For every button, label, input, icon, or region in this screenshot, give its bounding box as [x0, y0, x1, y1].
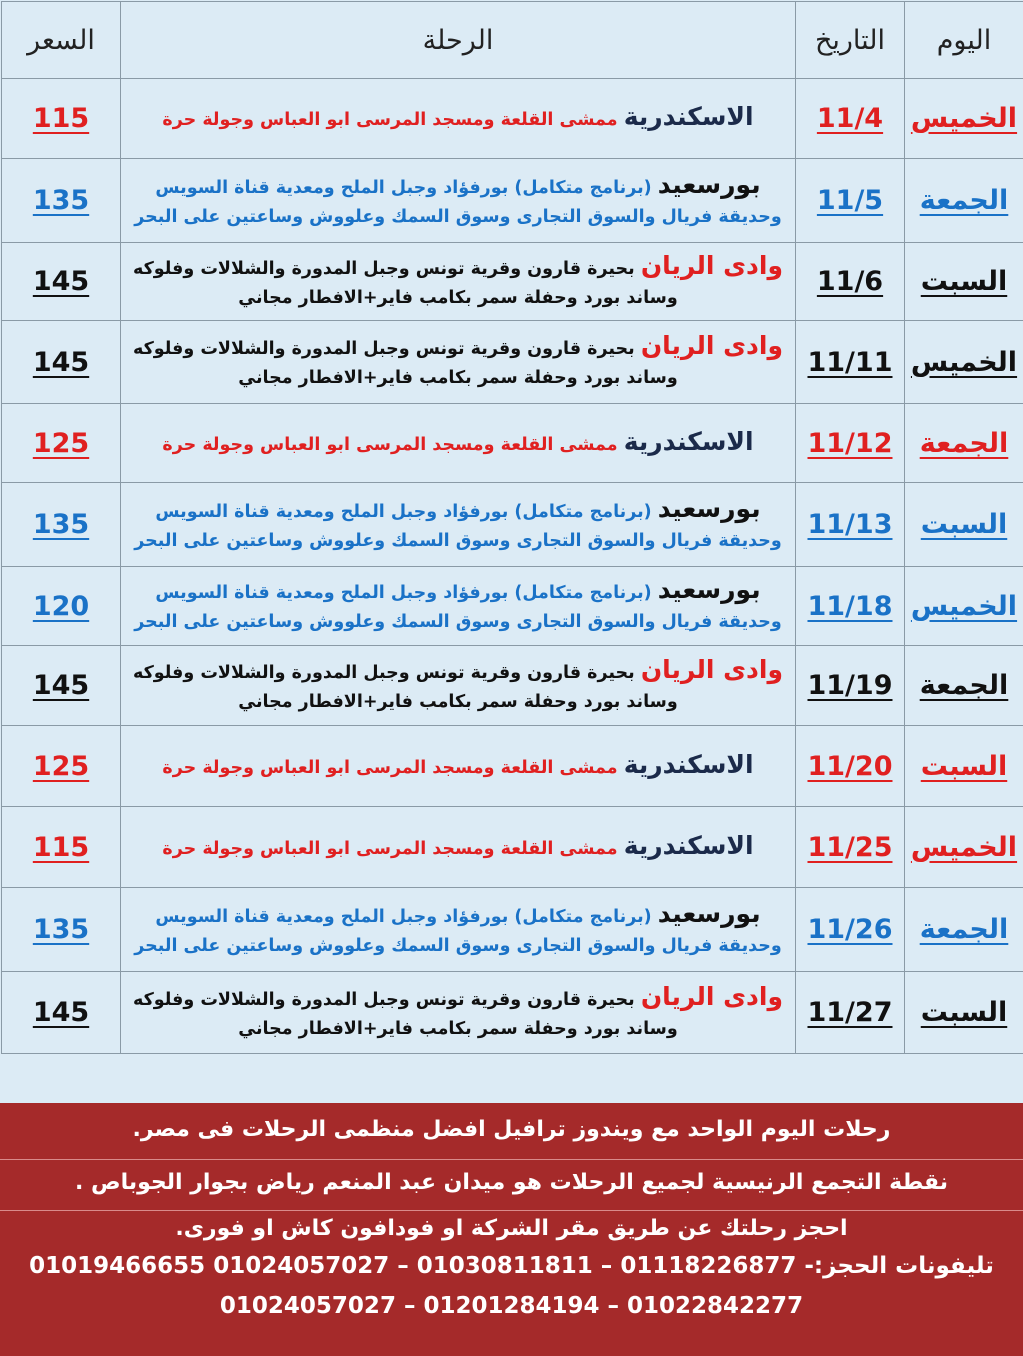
trip-line-2: وحديقة فريال والسوق التجارى وسوق السمك وعلووش وساعتين على البحر — [134, 612, 782, 632]
price-cell — [2, 726, 121, 807]
trip-line-1 — [131, 831, 785, 864]
date-cell — [796, 159, 905, 243]
trip-destination: بورسعيد — [657, 575, 761, 604]
trip-cell — [121, 243, 796, 321]
date-cell-text: 11/11 — [807, 346, 893, 378]
trip-line-2: وساند بورد وحفلة سمر بكامب فاير+الافطار مجاني — [238, 1018, 678, 1039]
trip-cell — [121, 972, 796, 1054]
day-cell-text: الجمعة — [919, 185, 1009, 216]
day-cell — [905, 159, 1023, 243]
trip-description: (برنامج متكامل) بورفؤاد وجبل الملح ومعدية قناة السويس — [155, 906, 658, 927]
day-cell — [905, 807, 1023, 888]
header-row — [2, 2, 1023, 79]
trip-line-1 — [131, 982, 785, 1015]
day-cell — [905, 646, 1023, 726]
date-cell-text: 11/19 — [807, 670, 893, 701]
footer-booking: احجز رحلتك عن طريق مقر الشركة او فودافون كاش او فورى. — [175, 1216, 848, 1241]
trip-destination: الاسكندرية — [623, 749, 754, 779]
price-cell-text: 145 — [32, 670, 90, 701]
table-row — [2, 321, 1023, 404]
trip-line-2: وحديقة فريال والسوق التجارى وسوق السمك وعلووش وساعتين على البحر — [134, 206, 782, 227]
trip-description: (برنامج متكامل) بورفؤاد وجبل الملح ومعدية قناة السويس — [155, 177, 658, 198]
day-cell-text: الخميس — [910, 346, 1018, 378]
price-cell-text: 145 — [32, 266, 90, 297]
table-row — [2, 243, 1023, 321]
date-cell — [796, 807, 905, 888]
trip-destination: بورسعيد — [657, 493, 761, 523]
price-cell — [2, 888, 121, 972]
trip-cell — [121, 646, 796, 726]
trip-cell — [121, 321, 796, 404]
trip-description: بحيرة قارون وقرية تونس وجبل المدورة والشلالات وفلوكه — [133, 339, 641, 359]
date-cell-text: 11/20 — [807, 750, 893, 782]
price-cell-text: 115 — [32, 103, 90, 134]
day-cell-text: الخميس — [910, 831, 1018, 863]
date-cell — [796, 404, 905, 483]
trip-line-1 — [131, 427, 785, 460]
date-cell — [796, 483, 905, 567]
date-cell — [796, 646, 905, 726]
day-cell — [905, 726, 1023, 807]
price-cell-text: 145 — [32, 346, 90, 378]
trip-line-1 — [131, 102, 785, 135]
trip-description: (برنامج متكامل) بورفؤاد وجبل الملح ومعدية قناة السويس — [155, 583, 658, 603]
day-cell — [905, 483, 1023, 567]
table-row — [2, 972, 1023, 1054]
trip-description: ممشى القلعة ومسجد المرسى ابو العباس وجولة حرة — [162, 757, 624, 778]
price-cell — [2, 646, 121, 726]
table-row — [2, 888, 1023, 972]
day-cell — [905, 888, 1023, 972]
footer-meeting-point: نقطة التجمع الرنيسية لجميع الرحلات هو ميدان عبد المنعم رياض بجوار الجوباص . — [74, 1170, 949, 1195]
trip-destination: الاسكندرية — [623, 830, 754, 860]
table-row — [2, 159, 1023, 243]
trip-line-1 — [131, 494, 785, 527]
trip-line-2: وساند بورد وحفلة سمر بكامب فاير+الافطار مجاني — [238, 287, 678, 308]
price-cell-text: 120 — [32, 590, 90, 622]
trip-destination: بورسعيد — [657, 169, 761, 199]
table-row — [2, 726, 1023, 807]
day-cell-text: الجمعة — [919, 670, 1009, 701]
date-cell — [796, 888, 905, 972]
day-cell — [905, 243, 1023, 321]
trip-cell — [121, 483, 796, 567]
header-day: اليوم — [905, 2, 1023, 79]
trip-destination: الاسكندرية — [623, 102, 754, 131]
day-cell — [905, 972, 1023, 1054]
day-cell-text: الخميس — [910, 590, 1018, 622]
date-cell — [796, 321, 905, 404]
date-cell-text: 11/18 — [807, 590, 893, 622]
table-row — [2, 404, 1023, 483]
price-cell-text: 135 — [32, 185, 90, 216]
price-cell — [2, 321, 121, 404]
trip-line-1 — [131, 575, 785, 608]
trip-destination: وادى الريان — [640, 981, 783, 1011]
price-cell — [2, 807, 121, 888]
day-cell-text: الجمعة — [919, 914, 1009, 945]
price-cell — [2, 159, 121, 243]
trip-destination: وادى الريان — [640, 250, 783, 280]
day-cell — [905, 567, 1023, 646]
trip-cell — [121, 888, 796, 972]
day-cell-text: السبت — [920, 997, 1008, 1028]
trip-cell — [121, 807, 796, 888]
trip-line-2: وساند بورد وحفلة سمر بكامب فاير+الافطار مجاني — [238, 691, 678, 712]
trip-destination: وادى الريان — [640, 654, 783, 684]
day-cell — [905, 404, 1023, 483]
price-cell-text: 125 — [32, 427, 90, 459]
day-cell — [905, 79, 1023, 159]
price-cell-text: 135 — [32, 509, 90, 540]
trip-cell — [121, 79, 796, 159]
trip-line-1 — [131, 170, 785, 203]
price-cell-text: 125 — [32, 750, 90, 782]
trip-line-1 — [131, 655, 785, 688]
footer-divider — [0, 1210, 1023, 1211]
price-cell — [2, 79, 121, 159]
price-cell — [2, 483, 121, 567]
date-cell-text: 11/27 — [807, 997, 893, 1028]
trip-destination: وادى الريان — [640, 331, 783, 360]
trip-description: ممشى القلعة ومسجد المرسى ابو العباس وجولة حرة — [162, 110, 624, 130]
date-cell-text: 11/13 — [807, 509, 893, 540]
trip-cell — [121, 567, 796, 646]
trip-description: بحيرة قارون وقرية تونس وجبل المدورة والشلالات وفلوكه — [133, 662, 641, 683]
price-cell — [2, 972, 121, 1054]
price-cell-text: 115 — [32, 831, 90, 863]
trip-cell — [121, 404, 796, 483]
trip-destination: الاسكندرية — [623, 426, 754, 456]
date-cell — [796, 567, 905, 646]
date-cell — [796, 726, 905, 807]
price-cell — [2, 404, 121, 483]
trip-line-1 — [131, 750, 785, 783]
table-row — [2, 807, 1023, 888]
trip-line-1 — [131, 899, 785, 932]
table-row — [2, 567, 1023, 646]
date-cell-text: 11/26 — [807, 914, 893, 945]
header-price: السعر — [2, 2, 121, 79]
day-cell-text: الجمعة — [919, 427, 1009, 459]
trip-line-2: وحديقة فريال والسوق التجارى وسوق السمك وعلووش وساعتين على البحر — [134, 530, 782, 551]
day-cell-text: السبت — [920, 509, 1008, 540]
trip-description: ممشى القلعة ومسجد المرسى ابو العباس وجولة حرة — [162, 838, 624, 859]
trip-cell — [121, 726, 796, 807]
trip-description: بحيرة قارون وقرية تونس وجبل المدورة والشلالات وفلوكه — [133, 258, 641, 279]
footer-phones-line-2: 01022842277 – 01201284194 – 01024057027 — [219, 1293, 804, 1319]
date-cell-text: 11/12 — [807, 427, 893, 459]
table-row — [2, 646, 1023, 726]
trip-description: بحيرة قارون وقرية تونس وجبل المدورة والشلالات وفلوكه — [133, 989, 641, 1010]
footer-tagline: رحلات اليوم الواحد مع ويندوز ترافيل افضل منظمى الرحلات فى مصر. — [132, 1117, 891, 1142]
day-cell-text: السبت — [920, 266, 1008, 297]
price-cell-text: 135 — [32, 914, 90, 945]
footer-banner — [0, 1103, 1023, 1356]
table-row — [2, 79, 1023, 159]
table-row — [2, 483, 1023, 567]
trip-destination: بورسعيد — [657, 898, 761, 928]
date-cell — [796, 79, 905, 159]
footer-phones-line-1: تليفونات الحجز:- 01118226877 – 01030811811 – 01024057027 01019466655 — [29, 1253, 994, 1279]
date-cell — [796, 972, 905, 1054]
date-cell-text: 11/4 — [816, 103, 884, 134]
price-cell-text: 145 — [32, 997, 90, 1028]
trip-description: ممشى القلعة ومسجد المرسى ابو العباس وجولة حرة — [162, 434, 624, 455]
header-date: التاريخ — [796, 2, 905, 79]
trip-line-1 — [131, 251, 785, 284]
day-cell — [905, 321, 1023, 404]
date-cell-text: 11/5 — [816, 185, 884, 216]
day-cell-text: السبت — [920, 750, 1008, 782]
date-cell-text: 11/6 — [816, 266, 884, 297]
trip-cell — [121, 159, 796, 243]
trip-description: (برنامج متكامل) بورفؤاد وجبل الملح ومعدية قناة السويس — [155, 501, 658, 522]
trip-line-2: وساند بورد وحفلة سمر بكامب فاير+الافطار مجاني — [238, 368, 678, 388]
header-trip: الرحلة — [121, 2, 796, 79]
price-cell — [2, 243, 121, 321]
price-cell — [2, 567, 121, 646]
footer-divider — [0, 1159, 1023, 1160]
date-cell — [796, 243, 905, 321]
date-cell-text: 11/25 — [807, 831, 893, 863]
schedule-table — [1, 1, 1023, 1054]
trip-line-1 — [131, 331, 785, 364]
trip-line-2: وحديقة فريال والسوق التجارى وسوق السمك وعلووش وساعتين على البحر — [134, 935, 782, 956]
day-cell-text: الخميس — [910, 103, 1018, 134]
